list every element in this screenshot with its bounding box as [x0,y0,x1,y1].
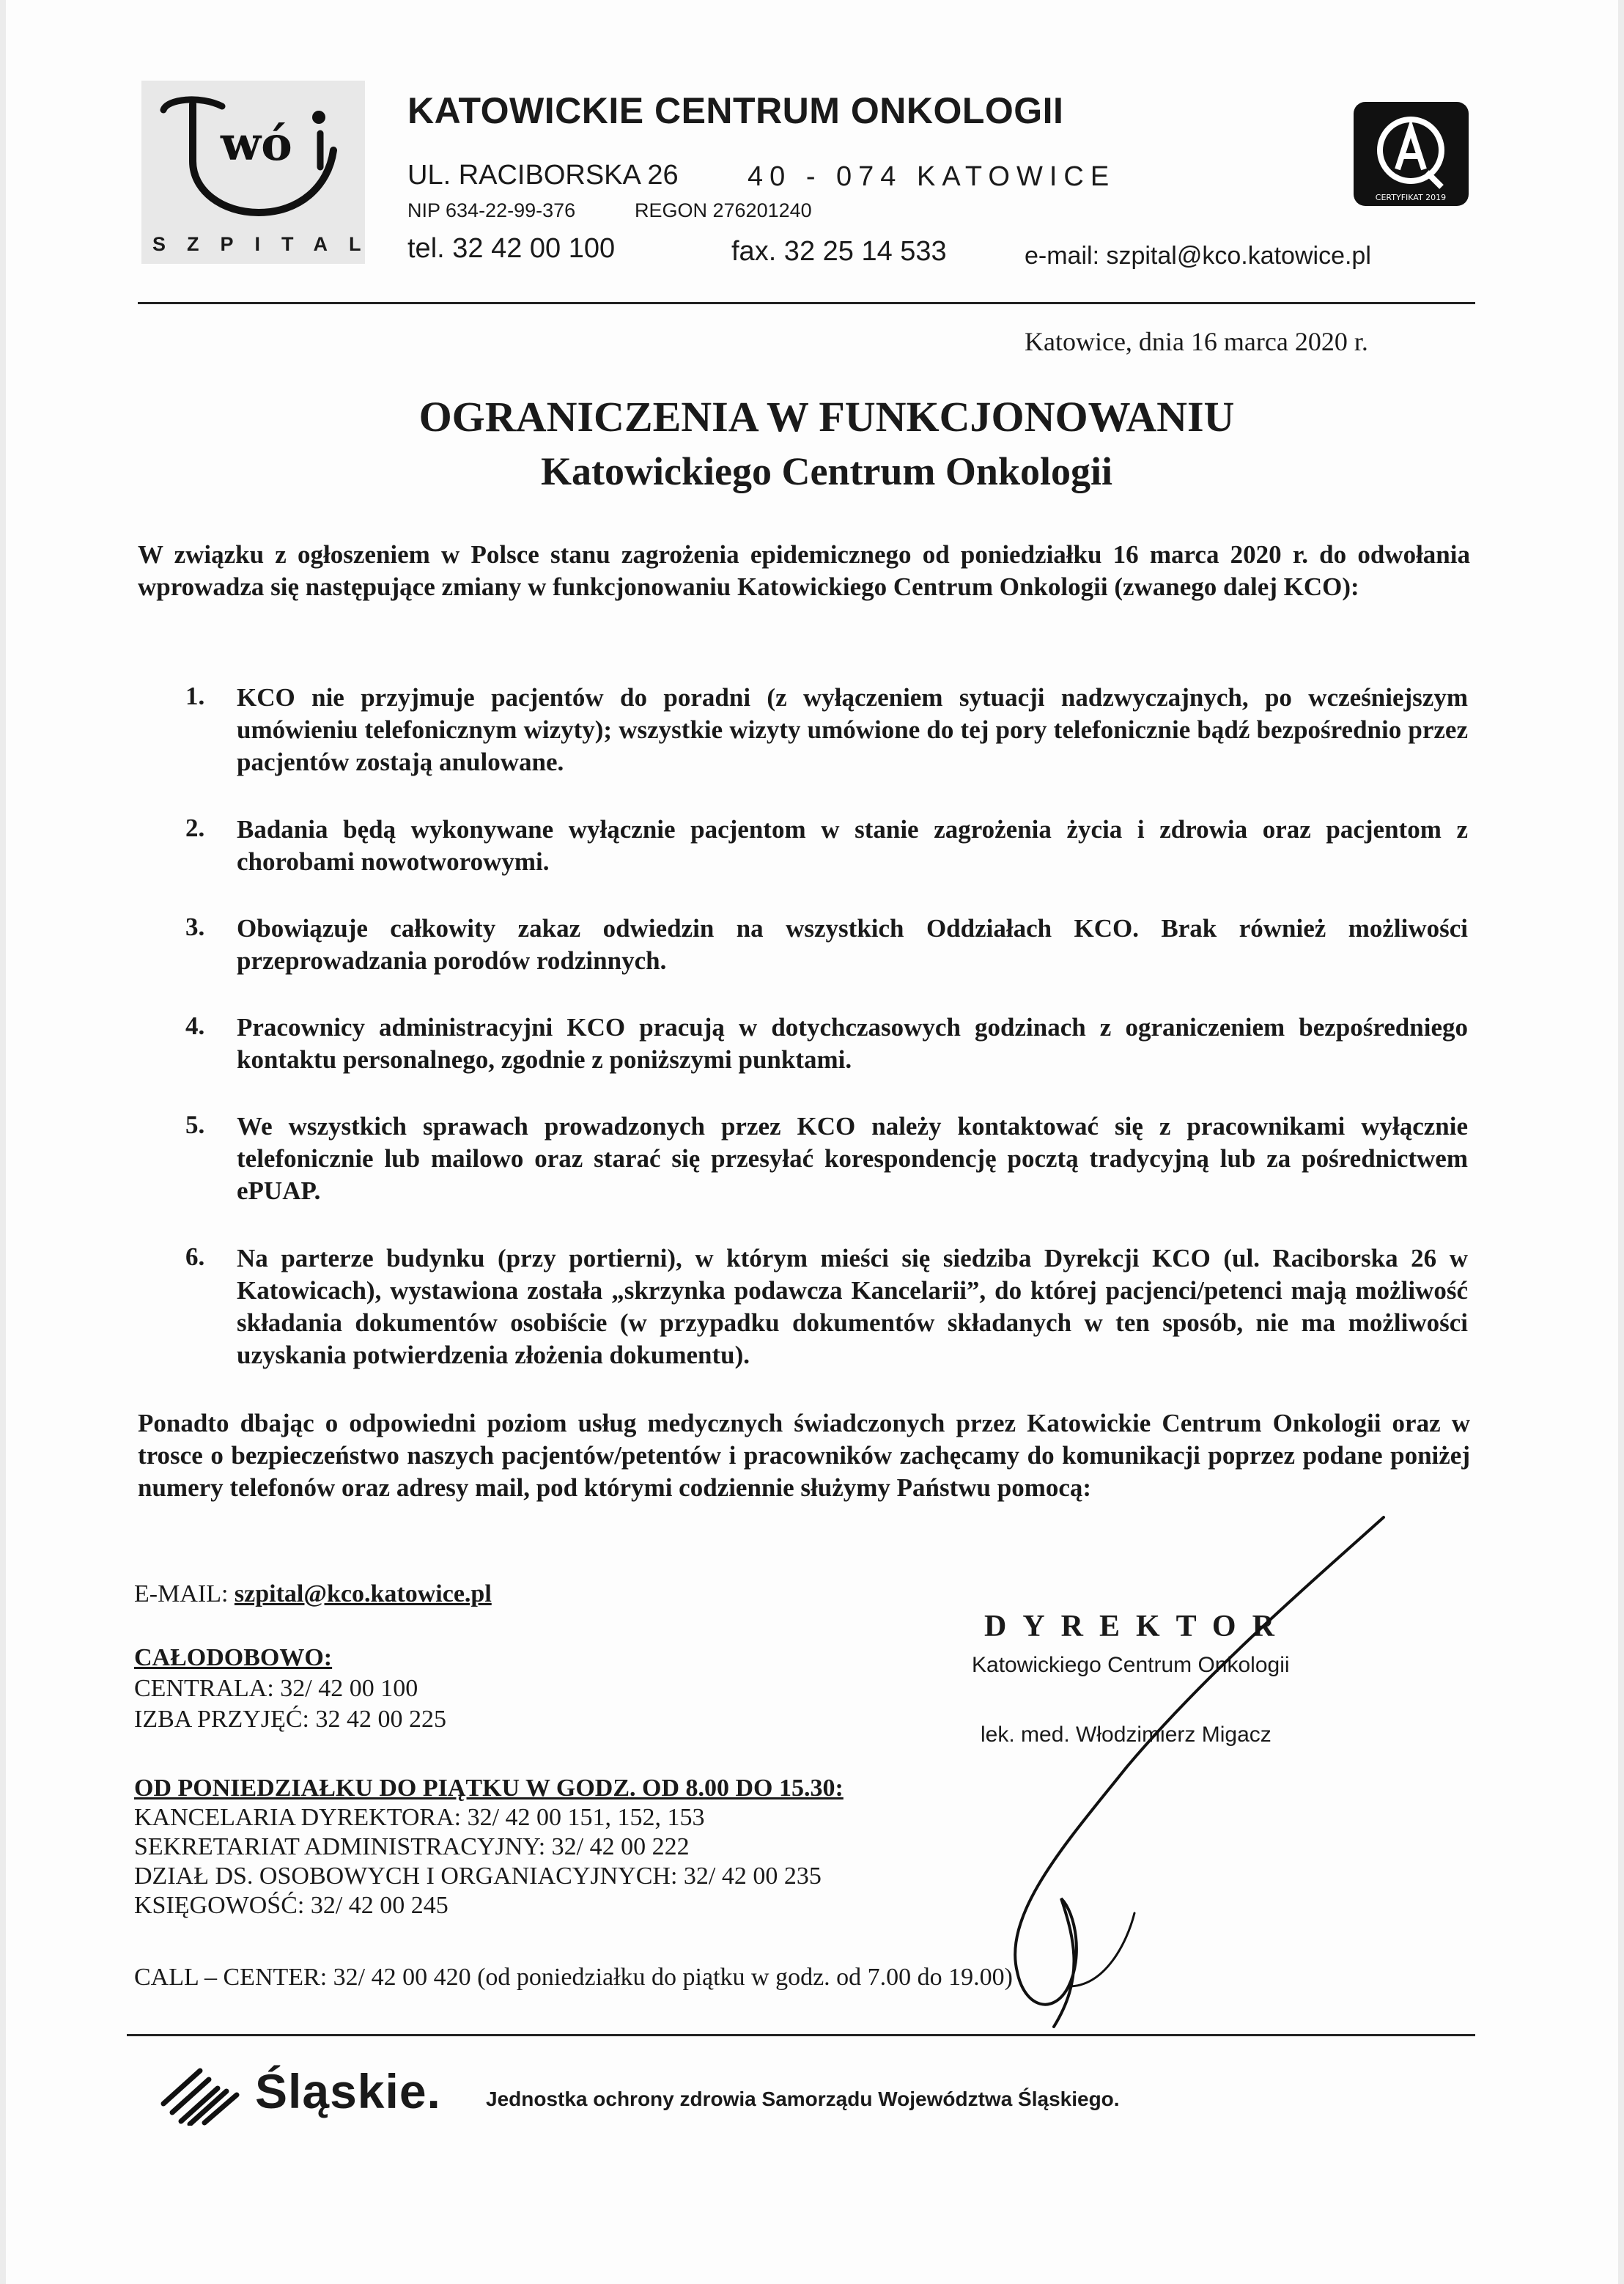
header-email: e-mail: szpital@kco.katowice.pl [1025,242,1371,270]
list-item-number: 2. [185,814,205,842]
region-logo-text: Śląskie. [255,2064,441,2118]
header-divider [138,302,1475,304]
allday-line: CENTRALA: 32/ 42 00 100 [134,1675,418,1702]
intro-paragraph: W związku z ogłoszeniem w Polsce stanu zagrożenia epidemicznego od poniedziałku 16 marca 2020 r. do odwołania wprowadza się następujące zmiany w funkcjonowaniu Katowickiego Centrum Onkologii (zwanego dalej KCO): [138,540,1470,601]
list-item-text: Na parterze budynku (przy portierni), w którym mieści się siedziba Dyrekcji KCO (ul. Raciborska 26 w Katowicach), wystawiona została „skrzynka podawcza Kancelarii”, do której pacjenci/petenci mają możliwość składania dokumentów osobiście (w przypadku dokumentów składanych w ten sposób, nie ma możliwości uzyskania potwierdzenia złożenia dokumentu). [237,1244,1468,1369]
weekday-line: KANCELARIA DYREKTORA: 32/ 42 00 151, 152, 153 [134,1804,705,1831]
email-label: E-MAIL: [134,1580,235,1607]
allday-line: IZBA PRZYJĘĆ: 32 42 00 225 [134,1706,446,1733]
list-item-text: Badania będą wykonywane wyłącznie pacjentom w stanie zagrożenia życia i zdrowia oraz pacjentom z chorobami nowotworowymi. [237,815,1468,876]
list-item-number: 5. [185,1110,205,1139]
fax-number: fax. 32 25 14 533 [731,236,947,267]
logo-subtitle: SZPITAL [152,233,383,255]
list-item-number: 6. [185,1242,205,1271]
email-link[interactable]: szpital@kco.katowice.pl [234,1580,492,1607]
region-logo-icon [156,2060,244,2126]
weekday-line: DZIAŁ DS. OSOBOWYCH I ORGANIACYJNYCH: 32/ 42 00 235 [134,1863,822,1890]
list-item-text: We wszystkich sprawach prowadzonych przez KCO należy kontaktować się z pracownikami wyłącznie telefonicznie lub mailowo oraz starać się przesyłać korespondencję pocztą tradycyjną lub za pośrednictwem ePUAP. [237,1112,1468,1205]
institution-name: KATOWICKIE CENTRUM ONKOLOGII [407,90,1064,131]
list-item-text: KCO nie przyjmuje pacjentów do poradni (z wyłączeniem sytuacji nadzwyczajnych, po wcześniejszym umówieniu telefonicznym wizyty); wszystkie wizyty umówione do tej pory telefonicznie bądź bezpośrednio przez pacjentów zostają anulowane. [237,683,1468,776]
signature-name: lek. med. Włodzimierz Migacz [981,1723,1271,1747]
svg-text:wó: wó [221,117,292,172]
weekday-line: SEKRETARIAT ADMINISTRACYJNY: 32/ 42 00 222 [134,1833,690,1860]
allday-heading: CAŁODOBOWO: [134,1644,333,1671]
footer-divider [127,2034,1475,2036]
list-item-number: 4. [185,1012,205,1040]
signature-institution: Katowickiego Centrum Onkologii [972,1653,1290,1677]
list-item-text: Obowiązuje całkowity zakaz odwiedzin na wszystkich Oddziałach KCO. Brak również możliwości przeprowadzania porodów rodzinnych. [237,914,1468,975]
phone-number: tel. 32 42 00 100 [407,233,616,264]
document-subtitle: Katowickiego Centrum Onkologii [541,449,1112,493]
handwritten-signature [959,1503,1413,2030]
cert-label: CERTYFIKAT 2019 [1375,193,1447,202]
weekday-heading: OD PONIEDZIAŁKU DO PIĄTKU W GODZ. OD 8.00 DO 15.30: [134,1775,844,1802]
street-address: UL. RACIBORSKA 26 [407,160,679,191]
document-page [6,0,1618,2284]
city-address: 40 - 074 KATOWICE [748,161,1116,192]
nip-number: NIP 634-22-99-376 [407,199,576,221]
call-center-line: CALL – CENTER: 32/ 42 00 420 (od poniedziałku do piątku w godz. od 7.00 do 19.00) [134,1964,1013,1991]
document-title: OGRANICZENIA W FUNKCJONOWANIU [418,393,1235,441]
list-item-number: 3. [185,913,205,941]
regon-number: REGON 276201240 [635,199,812,221]
weekday-line: KSIĘGOWOŚĆ: 32/ 42 00 245 [134,1892,449,1919]
signature-title: DYREKTOR [984,1610,1291,1643]
list-item-number: 1. [185,682,205,710]
email-contact [134,1580,492,1609]
quality-certificate-icon [1351,99,1472,209]
document-date: Katowice, dnia 16 marca 2020 r. [1025,327,1368,356]
closing-paragraph: Ponadto dbając o odpowiedni poziom usług medycznych świadczonych przez Katowickie Centrum Onkologii oraz w trosce o bezpieczeństwo naszych pacjentów/petentów i pracowników zachęcamy do komunikacji poprzez podane poniżej numery telefonów oraz adresy mail, pod którymi codziennie służymy Państwu pomocą: [138,1409,1470,1502]
footer-note: Jednostka ochrony zdrowia Samorządu Województwa Śląskiego. [486,2088,1120,2110]
list-item-text: Pracownicy administracyjni KCO pracują w dotychczasowych godzinach z ograniczeniem bezpośredniego kontaktu personalnego, zgodnie z poniższymi punktami. [237,1013,1468,1074]
